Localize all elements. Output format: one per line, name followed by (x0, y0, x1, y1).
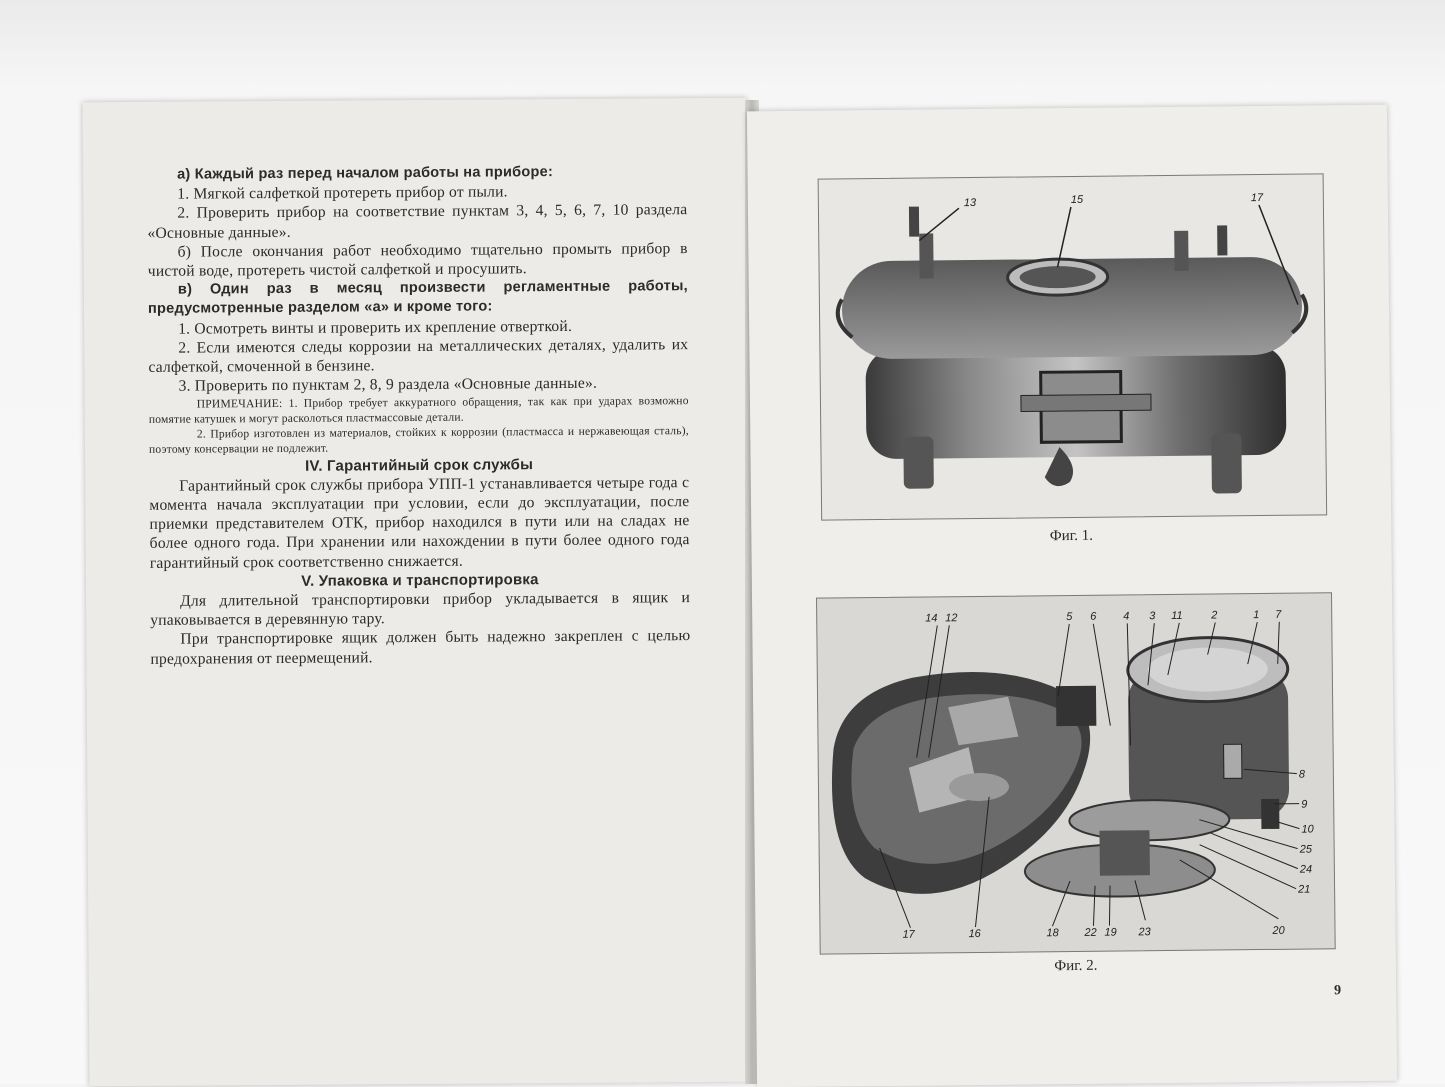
fig2-label-16: 16 (968, 928, 981, 940)
fig2-label-19: 19 (1104, 927, 1116, 939)
fig2-label-5: 5 (1066, 611, 1073, 623)
fig1-label-13: 13 (964, 197, 977, 209)
section-5-title: V. Упаковка и транспортировка (150, 569, 690, 592)
fig2-label-20: 20 (1271, 925, 1285, 937)
left-page (83, 98, 754, 1087)
right-page (747, 105, 1397, 1087)
fig2-label-17: 17 (902, 929, 915, 941)
note-line-2: 2. Прибор изготовлен из материалов, стойких к коррозии (пластмасса и нержавеющая сталь), поэтому консервации не подлежит. (149, 424, 689, 457)
fig2-label-6: 6 (1090, 611, 1097, 623)
fig2-label-7: 7 (1275, 609, 1282, 621)
item-a1: 1. Мягкой салфеткой протереть прибор от пыли. (147, 181, 687, 204)
device-drawing-disassembled (817, 593, 1335, 953)
fig2-label-23: 23 (1137, 926, 1151, 938)
item-c2: 2. Если имеются следы коррозии на металлических деталях, удалить их салфеткой, смоченной в бензине. (148, 335, 688, 377)
device-drawing-assembled (819, 174, 1327, 519)
fig2-label-11: 11 (1171, 610, 1183, 622)
fig1-label-15: 15 (1071, 194, 1084, 206)
fig2-label-12: 12 (945, 612, 957, 624)
page-number: 9 (1334, 983, 1341, 999)
fig2-label-22: 22 (1083, 927, 1096, 939)
item-b: б) После окончания работ необходимо тщательно промыть прибор в чистой воде, протереть чистой салфеткой и просушить. (148, 239, 688, 281)
maintenance-text (147, 162, 690, 669)
item-a-heading: а) Каждый раз перед началом работы на приборе: (147, 162, 687, 185)
fig2-label-1: 1 (1253, 609, 1259, 621)
figure-1-image (818, 173, 1328, 520)
fig2-label-2: 2 (1210, 609, 1217, 621)
fig2-label-9: 9 (1301, 799, 1307, 811)
fig2-label-18: 18 (1046, 927, 1059, 939)
section-5-paragraph-2: При транспортировке ящик должен быть надежно закреплен с целью предохранения от пеермещений. (150, 627, 690, 669)
item-c3: 3. Проверить по пунктам 2, 8, 9 раздела «Основные данные». (148, 373, 688, 396)
fig1-label-17: 17 (1251, 192, 1264, 204)
fig2-label-3: 3 (1149, 610, 1156, 622)
fig2-label-4: 4 (1123, 610, 1129, 622)
figure-2-caption: Фиг. 2. (996, 957, 1156, 976)
figure-1-caption: Фиг. 1. (991, 527, 1151, 546)
note-line-1: ПРИМЕЧАНИЕ: 1. Прибор требует аккуратного обращения, так как при ударах возможно помятие катушек и могут расколоться пластмассовые детали. (149, 395, 689, 428)
section-5-paragraph-1: Для длительной транспортировки прибор укладывается в ящик и упаковывается в деревянную тару. (150, 588, 690, 630)
fig2-label-10: 10 (1301, 823, 1314, 835)
fig2-label-14: 14 (925, 612, 937, 624)
item-c-heading: в) Один раз в месяц произвести регламентные работы, предусмотренные разделом «а» и кроме того: (148, 277, 688, 319)
fig2-label-8: 8 (1299, 769, 1306, 781)
note-block (149, 395, 689, 458)
section-4-title: IV. Гарантийный срок службы (149, 454, 689, 477)
item-c1: 1. Осмотреть винты и проверить их крепление отверткой. (148, 316, 688, 339)
figure-2-image (816, 592, 1336, 954)
fig2-label-24: 24 (1299, 864, 1312, 876)
section-4-text: Гарантийный срок службы прибора УПП-1 устанавливается четыре года с момента начала эксплуатации при условии, если до эксплуатации, после приемки представителем ОТК, прибор находился в пути или на сладах не более одного года. При хранении или нахождении в пути более одного года гарантийный срок соответственно снижается. (149, 473, 690, 573)
fig2-label-25: 25 (1299, 843, 1313, 855)
fig2-label-21: 21 (1297, 884, 1310, 896)
item-a2: 2. Проверить прибор на соответствие пунктам 3, 4, 5, 6, 7, 10 раздела «Основные данные». (147, 201, 687, 243)
